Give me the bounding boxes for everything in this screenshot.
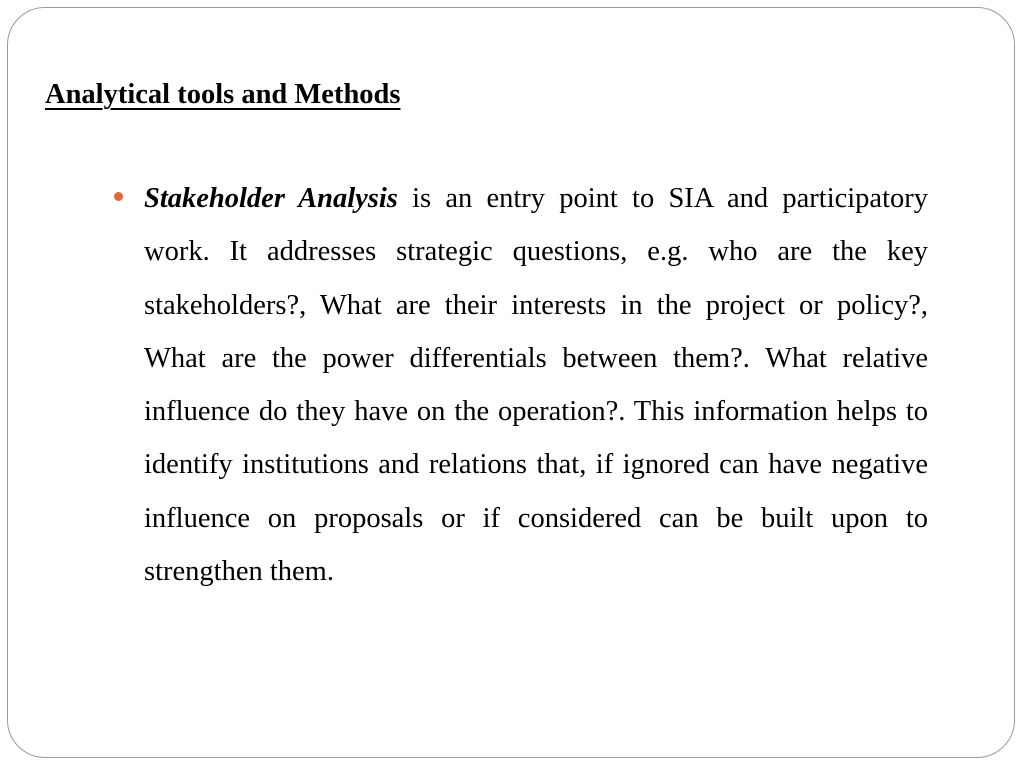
bullet-paragraph	[144, 172, 928, 598]
bullet-text: is an entry point to SIA and participatory work. It addresses strategic questions, e.g. who are the key stakeholders?, What are their interests in the project or policy?, What are the power differentials between them?. What relative influence do they have on the operation?. This information helps to identify institutions and relations that, if ignored can have negative influence on proposals or if considered can be built upon to strengthen them.	[144, 183, 928, 588]
slide-title: Analytical tools and Methods	[45, 79, 401, 110]
bullet-term: Stakeholder Analysis	[144, 183, 398, 214]
bullet-dot-icon	[114, 192, 123, 201]
